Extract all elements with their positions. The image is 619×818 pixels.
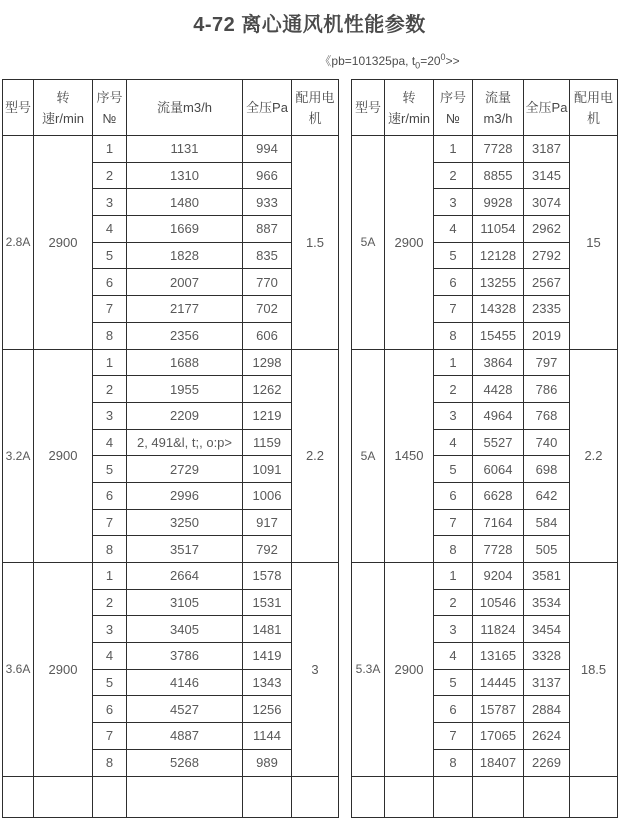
flow-cell: 8855 [473, 162, 524, 189]
flow-cell: 4527 [127, 696, 243, 723]
header-model: 型号 [3, 80, 34, 136]
serial-cell: 5 [434, 669, 473, 696]
pressure-cell: 786 [524, 376, 570, 403]
pressure-cell: 797 [524, 349, 570, 376]
header-motor [292, 80, 339, 136]
clipped-next-row [352, 776, 618, 817]
header-speed-line1: 转 [402, 89, 416, 105]
serial-cell: 8 [434, 749, 473, 776]
pressure-cell: 1091 [243, 456, 292, 483]
pressure-cell: 2962 [524, 216, 570, 243]
flow-cell: 6064 [473, 456, 524, 483]
pressure-cell: 1481 [243, 616, 292, 643]
flow-cell: 2007 [127, 269, 243, 296]
header-flow [473, 80, 524, 136]
model-cell: 3.2A [3, 349, 34, 563]
model-cell: 3.6A [3, 563, 34, 777]
flow-cell: 3105 [127, 589, 243, 616]
flow-cell: 1131 [127, 136, 243, 163]
header-row [352, 80, 618, 136]
flow-cell: 1828 [127, 242, 243, 269]
serial-cell: 5 [434, 242, 473, 269]
flow-cell: 3405 [127, 616, 243, 643]
pressure-cell: 606 [243, 322, 292, 349]
flow-cell: 2177 [127, 296, 243, 323]
table-row [352, 136, 618, 163]
serial-cell: 2 [93, 376, 127, 403]
serial-cell: 5 [93, 242, 127, 269]
header-model: 型号 [352, 80, 385, 136]
flow-cell: 18407 [473, 749, 524, 776]
flow-cell: 6628 [473, 482, 524, 509]
serial-cell: 8 [93, 749, 127, 776]
document-page [0, 8, 619, 818]
pressure-cell: 770 [243, 269, 292, 296]
header-row [3, 80, 339, 136]
left-performance-table [2, 79, 339, 818]
flow-cell: 7164 [473, 509, 524, 536]
serial-cell: 6 [93, 696, 127, 723]
serial-cell: 6 [434, 482, 473, 509]
model-cell: 5A [352, 136, 385, 350]
flow-cell: 11054 [473, 216, 524, 243]
serial-cell: 1 [93, 349, 127, 376]
serial-cell: 2 [434, 589, 473, 616]
header-flow: 流量m3/h [127, 80, 243, 136]
flow-cell: 12128 [473, 242, 524, 269]
flow-cell: 4146 [127, 669, 243, 696]
header-motor-line1: 配用电 [573, 89, 613, 105]
serial-cell: 4 [93, 643, 127, 670]
pressure-cell: 3074 [524, 189, 570, 216]
pressure-cell: 1262 [243, 376, 292, 403]
model-cell: 5.3A [352, 563, 385, 777]
serial-cell: 7 [93, 723, 127, 750]
header-flow-line2: m3/h [483, 110, 513, 126]
empty-cell [524, 776, 570, 817]
flow-cell: 2996 [127, 482, 243, 509]
empty-cell [352, 776, 385, 817]
motor-cell: 15 [570, 136, 618, 350]
motor-cell: 2.2 [292, 349, 339, 563]
page-title: 4-72 离心通风机性能参数 [193, 14, 426, 36]
empty-cell [292, 776, 339, 817]
motor-cell: 18.5 [570, 563, 618, 777]
serial-cell: 6 [93, 482, 127, 509]
flow-cell: 11824 [473, 616, 524, 643]
serial-cell: 1 [434, 349, 473, 376]
pressure-cell: 698 [524, 456, 570, 483]
flow-cell: 3517 [127, 536, 243, 563]
serial-cell: 4 [93, 216, 127, 243]
pressure-cell: 1419 [243, 643, 292, 670]
header-pressure: 全压Pa [524, 80, 570, 136]
flow-cell: 1688 [127, 349, 243, 376]
serial-cell: 2 [434, 376, 473, 403]
header-speed [385, 80, 434, 136]
right-performance-table [351, 79, 618, 818]
serial-cell: 7 [434, 723, 473, 750]
pressure-cell: 887 [243, 216, 292, 243]
serial-cell: 8 [93, 322, 127, 349]
pressure-cell: 740 [524, 429, 570, 456]
model-cell: 2.8A [3, 136, 34, 350]
header-serial-line2: № [446, 110, 460, 126]
speed-cell: 2900 [34, 349, 93, 563]
serial-cell: 2 [93, 589, 127, 616]
pressure-cell: 933 [243, 189, 292, 216]
pressure-cell: 642 [524, 482, 570, 509]
header-serial [434, 80, 473, 136]
header-motor-line2: 机 [308, 110, 322, 126]
empty-cell [570, 776, 618, 817]
flow-cell: 3786 [127, 643, 243, 670]
pressure-cell: 505 [524, 536, 570, 563]
flow-cell: 3250 [127, 509, 243, 536]
pressure-cell: 1343 [243, 669, 292, 696]
pressure-cell: 1298 [243, 349, 292, 376]
speed-cell: 2900 [34, 136, 93, 350]
pressure-cell: 2567 [524, 269, 570, 296]
empty-cell [385, 776, 434, 817]
header-pressure: 全压Pa [243, 80, 292, 136]
serial-cell: 1 [434, 563, 473, 590]
flow-cell: 9204 [473, 563, 524, 590]
serial-cell: 3 [434, 616, 473, 643]
flow-cell: 4887 [127, 723, 243, 750]
serial-cell: 3 [434, 189, 473, 216]
pressure-cell: 702 [243, 296, 292, 323]
empty-cell [127, 776, 243, 817]
header-motor [570, 80, 618, 136]
header-serial [93, 80, 127, 136]
flow-cell: 5527 [473, 429, 524, 456]
pressure-cell: 3454 [524, 616, 570, 643]
clipped-next-row [3, 776, 339, 817]
flow-cell: 4428 [473, 376, 524, 403]
serial-cell: 3 [434, 402, 473, 429]
serial-cell: 7 [93, 296, 127, 323]
flow-cell: 7728 [473, 536, 524, 563]
empty-cell [34, 776, 93, 817]
pressure-cell: 989 [243, 749, 292, 776]
pressure-cell: 1256 [243, 696, 292, 723]
subtitle-superscript: 0 [440, 52, 446, 62]
pressure-cell: 2884 [524, 696, 570, 723]
flow-cell: 2209 [127, 402, 243, 429]
header-speed-line1: 转 [56, 89, 70, 105]
pressure-cell: 3137 [524, 669, 570, 696]
serial-cell: 8 [93, 536, 127, 563]
empty-cell [434, 776, 473, 817]
motor-cell: 1.5 [292, 136, 339, 350]
speed-cell: 2900 [385, 136, 434, 350]
pressure-cell: 966 [243, 162, 292, 189]
subtitle-suffix: >> [445, 54, 460, 68]
table-row [3, 136, 339, 163]
empty-cell [3, 776, 34, 817]
serial-cell: 7 [434, 509, 473, 536]
flow-cell: 15455 [473, 322, 524, 349]
flow-cell: 1310 [127, 162, 243, 189]
flow-cell: 2729 [127, 456, 243, 483]
pressure-cell: 3581 [524, 563, 570, 590]
serial-cell: 8 [434, 536, 473, 563]
serial-cell: 4 [434, 429, 473, 456]
serial-cell: 1 [93, 563, 127, 590]
flow-cell: 10546 [473, 589, 524, 616]
header-motor-line1: 配用电 [295, 89, 335, 105]
flow-cell: 2, 491&l, t;, o:p> [127, 429, 243, 456]
table-row [352, 349, 618, 376]
serial-cell: 1 [93, 136, 127, 163]
header-speed-line2: 速r/min [388, 110, 430, 126]
serial-cell: 8 [434, 322, 473, 349]
empty-cell [93, 776, 127, 817]
serial-cell: 2 [434, 162, 473, 189]
motor-cell: 3 [292, 563, 339, 777]
motor-cell: 2.2 [570, 349, 618, 563]
flow-cell: 2356 [127, 322, 243, 349]
header-motor-line2: 机 [586, 110, 600, 126]
header-speed-line2: 速r/min [42, 110, 84, 126]
serial-cell: 4 [93, 429, 127, 456]
flow-cell: 1480 [127, 189, 243, 216]
table-row [3, 563, 339, 590]
serial-cell: 1 [434, 136, 473, 163]
flow-cell: 13255 [473, 269, 524, 296]
pressure-cell: 2624 [524, 723, 570, 750]
pressure-cell: 994 [243, 136, 292, 163]
pressure-cell: 1006 [243, 482, 292, 509]
tables-container [2, 79, 619, 818]
pressure-cell: 1219 [243, 402, 292, 429]
serial-cell: 3 [93, 402, 127, 429]
pressure-cell: 3328 [524, 643, 570, 670]
flow-cell: 13165 [473, 643, 524, 670]
flow-cell: 9928 [473, 189, 524, 216]
serial-cell: 6 [434, 696, 473, 723]
pressure-cell: 2269 [524, 749, 570, 776]
flow-cell: 7728 [473, 136, 524, 163]
serial-cell: 6 [93, 269, 127, 296]
pressure-cell: 1159 [243, 429, 292, 456]
pressure-cell: 1578 [243, 563, 292, 590]
flow-cell: 5268 [127, 749, 243, 776]
serial-cell: 3 [93, 616, 127, 643]
pressure-cell: 792 [243, 536, 292, 563]
pressure-cell: 2019 [524, 322, 570, 349]
serial-cell: 3 [93, 189, 127, 216]
table-row [3, 349, 339, 376]
pressure-cell: 768 [524, 402, 570, 429]
header-serial-line1: 序号 [439, 89, 466, 105]
serial-cell: 5 [434, 456, 473, 483]
flow-cell: 15787 [473, 696, 524, 723]
serial-cell: 5 [93, 669, 127, 696]
pressure-cell: 1144 [243, 723, 292, 750]
flow-cell: 4964 [473, 402, 524, 429]
subtitle-mid: =20 [420, 54, 441, 68]
table-row [352, 563, 618, 590]
flow-cell: 17065 [473, 723, 524, 750]
flow-cell: 1669 [127, 216, 243, 243]
serial-cell: 4 [434, 643, 473, 670]
pressure-cell: 584 [524, 509, 570, 536]
speed-cell: 2900 [34, 563, 93, 777]
pressure-cell: 917 [243, 509, 292, 536]
serial-cell: 7 [93, 509, 127, 536]
header-serial-line2: № [102, 110, 117, 126]
pressure-cell: 1531 [243, 589, 292, 616]
empty-cell [243, 776, 292, 817]
pressure-cell: 3534 [524, 589, 570, 616]
pressure-cell: 835 [243, 242, 292, 269]
serial-cell: 7 [434, 296, 473, 323]
pressure-cell: 2792 [524, 242, 570, 269]
serial-cell: 6 [434, 269, 473, 296]
speed-cell: 1450 [385, 349, 434, 563]
subtitle-text: 《pb=101325pa, t [319, 54, 416, 68]
serial-cell: 4 [434, 216, 473, 243]
model-cell: 5A [352, 349, 385, 563]
empty-cell [473, 776, 524, 817]
pressure-cell: 3187 [524, 136, 570, 163]
header-flow-line1: 流量 [484, 89, 511, 105]
pressure-cell: 2335 [524, 296, 570, 323]
flow-cell: 14328 [473, 296, 524, 323]
flow-cell: 14445 [473, 669, 524, 696]
speed-cell: 2900 [385, 563, 434, 777]
flow-cell: 1955 [127, 376, 243, 403]
pressure-cell: 3145 [524, 162, 570, 189]
serial-cell: 5 [93, 456, 127, 483]
page-subtitle [0, 52, 619, 70]
header-speed [34, 80, 93, 136]
subtitle-subscript: 0 [415, 60, 421, 71]
serial-cell: 2 [93, 162, 127, 189]
header-serial-line1: 序号 [96, 89, 123, 105]
flow-cell: 2664 [127, 563, 243, 590]
flow-cell: 3864 [473, 349, 524, 376]
